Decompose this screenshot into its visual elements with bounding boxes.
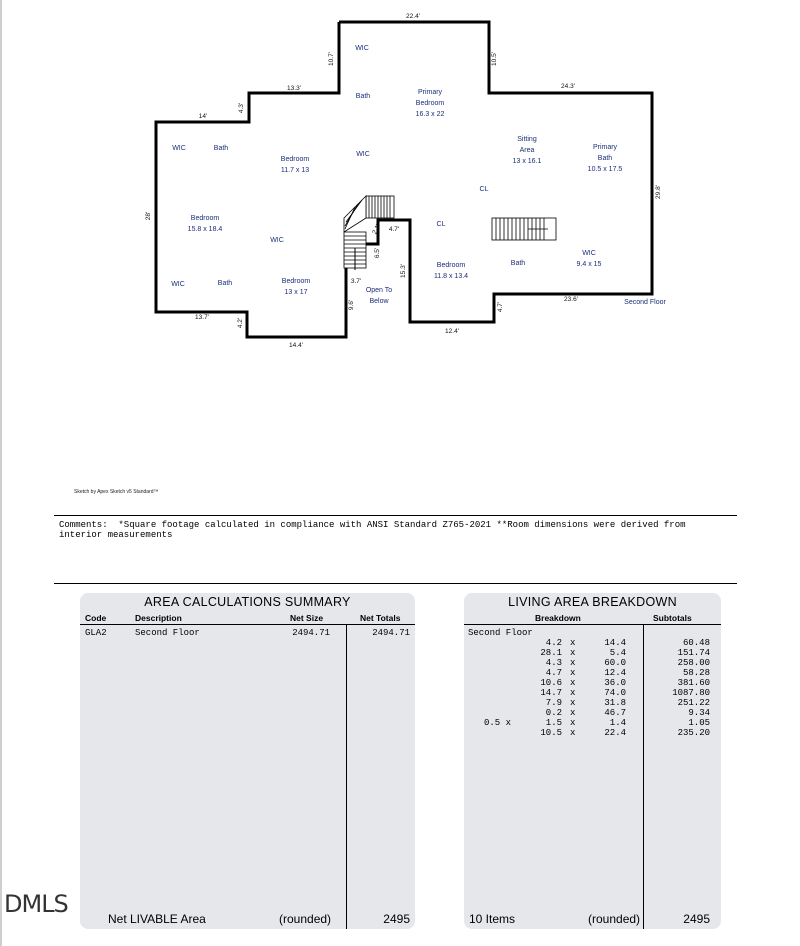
breakdown-subtotal: 1087.80	[672, 688, 710, 698]
dimension-label: 29.8'	[655, 185, 662, 199]
staircase-right	[492, 218, 556, 240]
breakdown-b: 12.4	[604, 668, 626, 678]
dimension-label: 9.6'	[348, 299, 355, 311]
room-label-bedroom-lower-mid: Bedroom	[436, 262, 466, 269]
breakdown-row	[464, 668, 721, 678]
breakdown-x1: x	[570, 688, 576, 698]
col-header-breakdown: Breakdown	[535, 613, 581, 623]
room-label-wic-top: WIC	[355, 45, 369, 52]
room-label-wic-right: WIC	[582, 250, 596, 257]
breakdown-row	[464, 688, 721, 698]
area-header-rule	[80, 624, 415, 625]
breakdown-a: 1.5	[545, 718, 562, 728]
comments-bottom-rule	[54, 583, 737, 584]
breakdown-b: 74.0	[604, 688, 626, 698]
breakdown-a: 14.7	[540, 688, 562, 698]
breakdown-x1: x	[570, 668, 576, 678]
breakdown-b: 60.0	[604, 658, 626, 668]
breakdown-subtotal: 258.00	[677, 658, 710, 668]
breakdown-a: 10.6	[540, 678, 562, 688]
room-label-bath-top: Bath	[355, 93, 371, 100]
living-section-label: Second Floor	[468, 628, 533, 638]
room-label-primary-bath: Primary	[592, 144, 618, 151]
exterior-wall	[156, 22, 652, 337]
col-header-description: Description	[135, 613, 182, 623]
breakdown-row	[464, 698, 721, 708]
area-row-net-size: 2494.71	[292, 628, 330, 638]
room-label-primary-bath: 10.5 x 17.5	[587, 166, 623, 173]
breakdown-b: 46.7	[604, 708, 626, 718]
dimension-label: 10.5'	[491, 52, 498, 66]
room-label-bath-bottom-left: Bath	[217, 280, 233, 287]
breakdown-a: 28.1	[540, 648, 562, 658]
dimension-label: 10.7'	[328, 52, 335, 66]
room-label-bedroom-left: 15.8 x 18.4	[187, 226, 223, 233]
room-label-sitting-area: 13 x 16.1	[512, 158, 542, 165]
breakdown-subtotal: 381.60	[677, 678, 710, 688]
breakdown-row	[464, 718, 721, 728]
floor-plan-sketch	[0, 0, 800, 360]
dimension-label: 13.3'	[287, 85, 301, 92]
breakdown-subtotal: 60.48	[682, 638, 710, 648]
room-label-sitting-area: Sitting	[517, 136, 537, 143]
breakdown-x1: x	[570, 648, 576, 658]
area-row-description: Second Floor	[135, 628, 200, 638]
breakdown-rows	[464, 638, 721, 748]
room-label-primary-bedroom: Primary	[417, 89, 443, 96]
breakdown-b: 14.4	[604, 638, 626, 648]
breakdown-a: 4.3	[545, 658, 562, 668]
net-livable-label: Net LIVABLE Area	[108, 912, 206, 926]
breakdown-x1: x	[570, 718, 576, 728]
dimension-label: 13.7'	[195, 314, 209, 321]
breakdown-row	[464, 638, 721, 648]
breakdown-x1: x	[570, 638, 576, 648]
room-label-primary-bedroom: Bedroom	[415, 100, 445, 107]
room-label-wic-right: 9.4 x 15	[576, 261, 602, 268]
breakdown-b: 36.0	[604, 678, 626, 688]
breakdown-a: 7.9	[545, 698, 562, 708]
comments-top-rule	[54, 515, 737, 516]
col-header-subtotals: Subtotals	[653, 613, 692, 623]
breakdown-a: 0.2	[545, 708, 562, 718]
room-label-open-to-below: Below	[369, 298, 389, 305]
room-label-sitting-area: Area	[519, 147, 535, 154]
room-label-cl-middle: CL	[436, 221, 446, 228]
breakdown-x1: x	[570, 698, 576, 708]
living-area-title: LIVING AREA BREAKDOWN	[508, 595, 677, 609]
breakdown-b: 1.4	[609, 718, 626, 728]
room-label-bedroom-bottom: 13 x 17	[284, 289, 308, 296]
dimension-label: 4.2'	[237, 317, 244, 329]
room-label-wic-center: WIC	[356, 151, 370, 158]
breakdown-subtotal: 251.22	[677, 698, 710, 708]
net-livable-value: 2495	[383, 912, 410, 926]
room-label-bedroom-center: 11.7 x 13	[280, 167, 310, 174]
area-row-code: GLA2	[85, 628, 107, 638]
dimension-label: 2.1'	[371, 223, 382, 236]
comments-text: Comments: *Square footage calculated in compliance with ANSI Standard Z765-2021 **Room dimensions were derived from interior measurements	[59, 520, 686, 540]
breakdown-a: 10.5	[540, 728, 562, 738]
breakdown-row	[464, 708, 721, 718]
dimension-label: 22.4'	[406, 13, 420, 20]
room-label-wic-left: WIC	[270, 237, 284, 244]
living-header-rule	[464, 624, 721, 625]
room-label-bath-upper-left: Bath	[213, 145, 229, 152]
area-calculations-panel	[80, 593, 415, 929]
col-header-net-totals: Net Totals	[360, 613, 401, 623]
breakdown-mult: 0.5 x	[484, 718, 512, 728]
dimension-label: 15.3'	[400, 264, 407, 278]
living-total-value: 2495	[683, 912, 710, 926]
dimension-label: 4.3'	[238, 102, 245, 114]
breakdown-b: 31.8	[604, 698, 626, 708]
dimension-label: 3.7'	[350, 278, 362, 285]
room-label-bedroom-lower-mid: 11.8 x 13.4	[433, 273, 469, 280]
items-count: 10 Items	[469, 912, 516, 926]
area-calculations-title: AREA CALCULATIONS SUMMARY	[144, 595, 351, 609]
breakdown-row	[464, 648, 721, 658]
col-header-code: Code	[85, 613, 107, 623]
dimension-label: 4.7'	[388, 226, 400, 233]
breakdown-subtotal: 151.74	[677, 648, 710, 658]
breakdown-a: 4.2	[545, 638, 562, 648]
area-column-divider	[346, 625, 347, 929]
room-label-wic-bottom-left: WIC	[171, 281, 185, 288]
col-header-net-size: Net Size	[290, 613, 324, 623]
room-label-open-to-below: Open To	[365, 287, 393, 294]
dimension-label: 6.5'	[374, 247, 381, 259]
breakdown-subtotal: 9.34	[688, 708, 710, 718]
breakdown-b: 22.4	[604, 728, 626, 738]
breakdown-a: 4.7	[545, 668, 562, 678]
breakdown-x1: x	[570, 678, 576, 688]
breakdown-x1: x	[570, 658, 576, 668]
dimension-label: 4.7'	[497, 301, 504, 313]
living-rounded: (rounded)	[588, 912, 641, 926]
breakdown-subtotal: 58.28	[682, 668, 710, 678]
dimension-label: 23.6'	[564, 296, 578, 303]
room-label-floor-label: Second Floor	[624, 299, 666, 306]
dmls-watermark: DMLS	[4, 890, 68, 918]
area-row-net-totals: 2494.71	[372, 628, 410, 638]
breakdown-x1: x	[570, 708, 576, 718]
breakdown-x1: x	[570, 728, 576, 738]
room-label-bedroom-bottom: Bedroom	[281, 278, 311, 285]
sketch-credit: Sketch by Apex Sketch v5 Standard™	[74, 489, 159, 495]
dimension-label: 12.4'	[445, 328, 459, 335]
room-label-bedroom-center: Bedroom	[280, 156, 310, 163]
dimension-label: 14.4'	[289, 342, 303, 349]
staircase-left	[344, 196, 394, 270]
breakdown-b: 5.4	[609, 648, 626, 658]
room-label-bath-right: Bath	[510, 260, 526, 267]
breakdown-row	[464, 658, 721, 668]
dimension-label: 24.3'	[561, 83, 575, 90]
breakdown-row	[464, 678, 721, 688]
room-label-primary-bedroom: 16.3 x 22	[415, 111, 445, 118]
net-livable-rounded: (rounded)	[279, 912, 332, 926]
breakdown-subtotal: 235.20	[677, 728, 710, 738]
room-label-bedroom-left: Bedroom	[190, 215, 220, 222]
dimension-label: 14'	[198, 113, 208, 120]
room-label-cl-right: CL	[479, 186, 489, 193]
breakdown-subtotal: 1.05	[688, 718, 710, 728]
room-label-primary-bath: Bath	[597, 155, 613, 162]
breakdown-row	[464, 728, 721, 738]
room-label-wic-upper-left: WIC	[172, 145, 186, 152]
dimension-label: 28'	[145, 211, 152, 221]
